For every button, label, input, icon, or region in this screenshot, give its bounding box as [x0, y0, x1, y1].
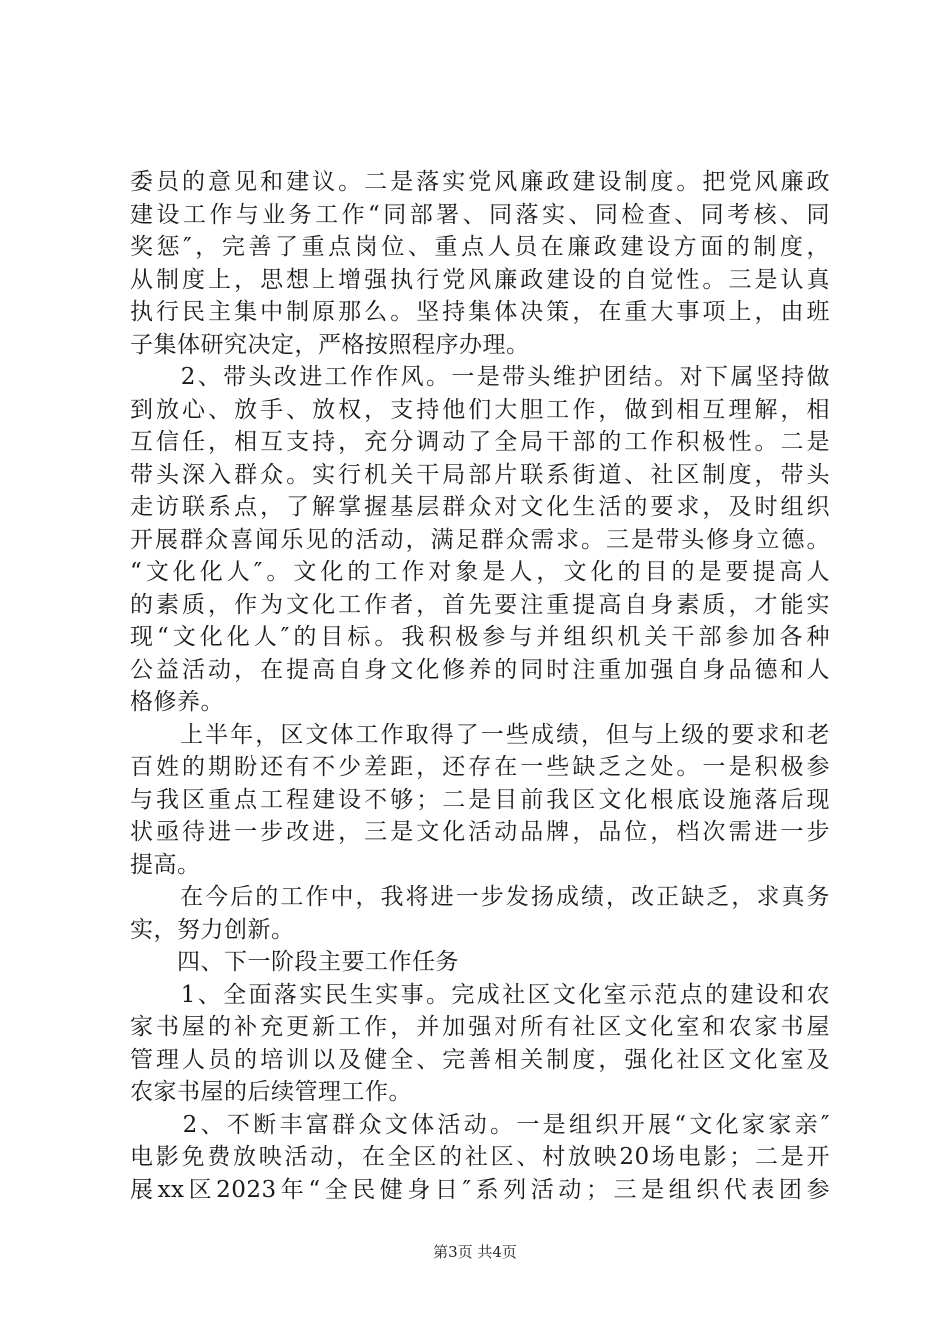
- text-line: 子集体研究决定，严格按照程序办理。: [130, 331, 530, 358]
- text-line: 奖惩″，完善了重点岗位、重点人员在廉政建设方面的制度，: [130, 234, 830, 260]
- text-line: 现“文化化人″的目标。我积极参与并组织机关干部参加各种: [130, 624, 830, 650]
- page-number-footer: 第3页 共4页: [433, 1243, 517, 1261]
- text-line: 展xx区2023年“全民健身日″系列活动；三是组织代表团参: [130, 1176, 830, 1203]
- text-line: 2、带头改进工作作风。一是带头维护团结。对下属坚持做: [130, 364, 830, 390]
- text-line: 实，努力创新。: [130, 916, 295, 943]
- text-line: 到放心、放手、放权，支持他们大胆工作，做到相互理解，相: [130, 396, 830, 423]
- text-line: 委员的意见和建议。二是落实党风廉政建设制度。把党风廉政: [130, 169, 830, 195]
- text-line: 农家书屋的后续管理工作。: [130, 1079, 412, 1105]
- text-line: 提高。: [130, 851, 201, 878]
- text-line: 家书屋的补充更新工作，并加强对所有社区文化室和农家书屋: [130, 1014, 830, 1040]
- document-body: [130, 166, 830, 1206]
- text-line: 执行民主集中制原那么。坚持集体决策，在重大事项上，由班: [130, 299, 830, 325]
- text-line: 上半年，区文体工作取得了一些成绩，但与上级的要求和老: [130, 721, 830, 748]
- text-line: 百姓的期盼还有不少差距，还存在一些缺乏之处。一是积极参: [130, 754, 830, 780]
- text-line: 格修养。: [130, 689, 224, 715]
- text-line: 走访联系点，了解掌握基层群众对文化生活的要求，及时组织: [130, 494, 830, 520]
- text-line: 带头深入群众。实行机关干局部片联系街道、社区制度，带头: [130, 461, 830, 488]
- text-line: 在今后的工作中，我将进一步发扬成绩，改正缺乏，求真务: [130, 884, 830, 910]
- text-line: 建设工作与业务工作“同部署、同落实、同检查、同考核、同: [130, 201, 830, 228]
- text-line: 从制度上，思想上增强执行党风廉政建设的自觉性。三是认真: [130, 266, 830, 293]
- text-line: 2、不断丰富群众文体活动。一是组织开展“文化家家亲″: [130, 1111, 830, 1138]
- text-line: 1、全面落实民生实事。完成社区文化室示范点的建设和农: [130, 981, 830, 1008]
- text-line: 的素质，作为文化工作者，首先要注重提高自身素质，才能实: [130, 591, 830, 618]
- text-line: 开展群众喜闻乐见的活动，满足群众需求。三是带头修身立德。: [130, 526, 830, 553]
- text-line: 与我区重点工程建设不够；二是目前我区文化根底设施落后现: [130, 786, 830, 813]
- text-line: 管理人员的培训以及健全、完善相关制度，强化社区文化室及: [130, 1046, 830, 1073]
- text-line: 互信任，相互支持，充分调动了全局干部的工作积极性。二是: [130, 429, 830, 455]
- text-line: 四、下一阶段主要工作任务: [130, 949, 459, 975]
- text-line: “文化化人″。文化的工作对象是人，文化的目的是要提高人: [130, 559, 830, 585]
- text-line: 电影免费放映活动，在全区的社区、村放映20场电影；二是开: [130, 1144, 830, 1170]
- text-line: 状亟待进一步改进，三是文化活动品牌，品位，档次需进一步: [130, 819, 830, 845]
- text-line: 公益活动，在提高自身文化修养的同时注重加强自身品德和人: [130, 656, 830, 683]
